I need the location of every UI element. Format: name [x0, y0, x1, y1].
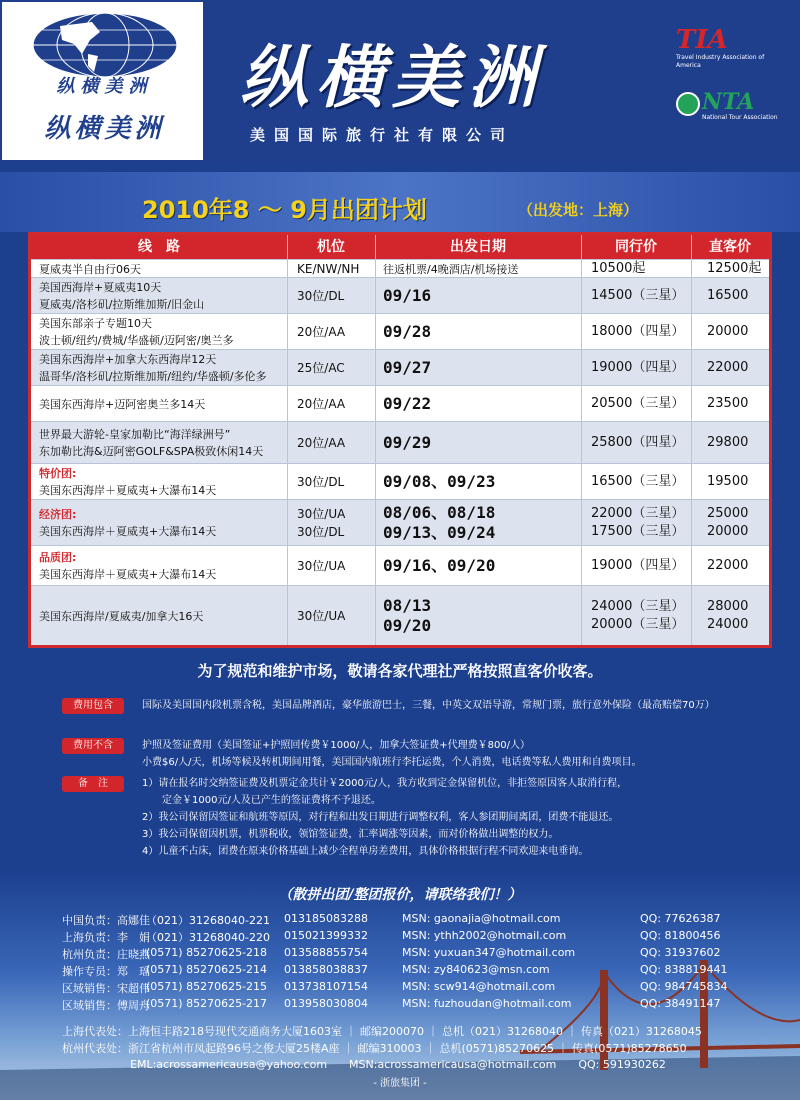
date-cell: [383, 596, 431, 636]
peer-price-cell: [591, 434, 684, 452]
route-line: 美国东西海岸+加拿大东西海岸12天: [39, 353, 217, 366]
date-cell-value: 09/08、09/23: [383, 472, 496, 491]
date-cell: [383, 322, 431, 342]
table-row: [31, 421, 769, 463]
direct-price-cell-value: 20000: [707, 524, 749, 539]
seat-cell: [297, 434, 345, 452]
direct-price-cell-value: 19500: [707, 474, 749, 489]
contact-msn: MSN: gaonajia@hotmail.com: [402, 912, 561, 925]
table-row: [31, 463, 769, 499]
date-cell-value: 09/29: [383, 433, 432, 452]
contact-mobile: 013185083288: [284, 912, 368, 925]
header-direct-price: 直客价: [709, 239, 751, 255]
contact-row: [62, 912, 762, 928]
peer-price-cell: [591, 260, 645, 278]
tour-schedule-table: [28, 232, 772, 648]
direct-price-cell-value: 24000: [707, 617, 749, 632]
route-line: 波士顿/纽约/费城/华盛顿/迈阿密/奥兰多: [39, 334, 234, 347]
note-line: 3）我公司保留因机票，机票税收，领馆签证费，汇率调涨等因素，而对价格做出调整的权力。: [142, 829, 559, 840]
peer-price-cell-value: 18000（四星）: [591, 324, 685, 339]
peer-price-cell-value: 20500（三星）: [591, 396, 685, 411]
route-line: 东加勒比海&迈阿密GOLF&SPA极致休闲14天: [39, 445, 264, 458]
date-cell: [383, 556, 495, 576]
seat-cell-value: 30位/DL: [297, 525, 345, 539]
header-seat: 机位: [317, 239, 345, 255]
seat-cell-value: 30位/DL: [297, 289, 345, 303]
peer-price-cell-value: 25800（四星）: [591, 435, 685, 450]
nta-badge: [676, 90, 786, 148]
header-peer-price: 同行价: [615, 239, 657, 255]
route-line: 美国东西海岸+迈阿密奥兰多14天: [39, 397, 206, 411]
fee-included-text: 国际及美国国内段机票含税，美国品牌酒店，豪华旅游巴士，三餐，中英文双语导游，常规门票，旅行意外保险（最高赔偿70万）: [142, 700, 715, 711]
route-line: 夏威夷/洛杉矶/拉斯维加斯/旧金山: [39, 298, 205, 311]
fee-excluded-line-1: 护照及签证费用（美国签证+护照回传费￥1000/人，加拿大签证费+代理费￥800/人）: [142, 740, 531, 751]
seat-cell-value: 20位/AA: [297, 325, 346, 339]
direct-price-cell: [707, 323, 748, 341]
contact-row: [62, 929, 762, 945]
route-line: 温哥华/洛杉矶/拉斯维加斯/纽约/华盛顿/多伦多: [39, 370, 267, 383]
contact-row: [62, 946, 762, 962]
seat-cell: [297, 395, 345, 413]
peer-price-cell-value: 14500（三星）: [591, 288, 685, 303]
contact-phone: （021）31268040-220: [146, 931, 270, 944]
direct-price-cell-value: 23500: [707, 396, 749, 411]
contact-name: 上海负责：李 娟: [62, 931, 150, 944]
contact-qq: QQ: 38491147: [640, 997, 721, 1010]
route-cell: [39, 506, 216, 540]
peer-price-cell: [591, 287, 684, 305]
contact-phone: (0571) 85270625-217: [146, 997, 268, 1010]
direct-price-cell-value: 16500: [707, 288, 749, 303]
route-line: 夏威夷半自由行06天: [39, 263, 141, 276]
seat-cell: [297, 557, 345, 575]
seat-cell-value: 25位/AC: [297, 361, 345, 375]
route-cell: [39, 261, 141, 278]
direct-price-cell-value: 12500起: [707, 261, 762, 276]
route-cell: [39, 351, 267, 385]
table-row: [31, 277, 769, 313]
header: [0, 0, 800, 162]
contact-msn: MSN: zy840623@msn.com: [402, 963, 550, 976]
contact-name: 区域销售：宋超伟: [62, 982, 150, 995]
table-header: [31, 235, 769, 259]
direct-price-cell: [707, 260, 761, 278]
fee-included-tag: 费用包含: [62, 698, 124, 714]
nta-caption: National Tour Association: [702, 114, 778, 121]
table-row: [31, 313, 769, 349]
brand-subtitle: 美国国际旅行社有限公司: [250, 126, 515, 144]
direct-price-cell-value: 28000: [707, 599, 749, 614]
hangzhou-office: 杭州代表处：浙江省杭州市凤起路96号之俊大厦25楼A座 ｜ 邮编310003 ｜ 总机(0571)85270625 ｜ 传真(0571)85278650: [62, 1042, 687, 1055]
nta-logo: NTA: [702, 89, 755, 115]
group-name: - 浙旅集团 -: [373, 1078, 427, 1089]
logo-text-bottom: 纵横美洲: [44, 114, 165, 144]
seat-cell-value: 30位/DL: [297, 475, 345, 489]
nta-globe-icon: [676, 92, 700, 116]
route-line: 美国东西海岸＋夏威夷+大瀑布14天: [39, 568, 217, 581]
direct-price-cell-value: 20000: [707, 324, 749, 339]
table-row: [31, 259, 769, 277]
contact-phone: (0571) 85270625-214: [146, 963, 268, 976]
route-cell: [39, 549, 216, 583]
contact-phone: (0571) 85270625-218: [146, 946, 268, 959]
email-line: EML:acrossamericausa@yahoo.com MSN:acrossamericausa@hotmail.com QQ: 591930262: [130, 1058, 666, 1071]
direct-price-cell: [707, 287, 748, 305]
note-line: 4）儿童不占床，团费在原来价格基础上减少全程单房差费用，具体价格根据行程不同欢迎来电垂询。: [142, 846, 589, 857]
date-cell-value: 09/27: [383, 358, 432, 377]
contact-mobile: 013588855754: [284, 946, 368, 959]
plan-title: 2010年8 ～ 9月出团计划: [142, 196, 427, 224]
date-cell: [383, 358, 431, 378]
contact-mobile: 015021399332: [284, 929, 368, 942]
date-cell: [383, 286, 431, 306]
date-cell-value: 08/06、08/18: [383, 503, 496, 522]
seat-cell-value: 30位/UA: [297, 609, 346, 623]
route-cell: [39, 426, 263, 460]
date-cell-value: 09/16: [383, 286, 432, 305]
route-line: 美国东西海岸/夏威夷/加拿大16天: [39, 609, 204, 623]
contact-phone: （021）31268040-221: [146, 914, 270, 927]
tia-logo: TIA: [676, 25, 728, 55]
seat-cell: [297, 260, 359, 278]
direct-price-cell: [707, 505, 748, 541]
peer-price-cell: [591, 557, 684, 575]
route-line: 美国西海岸+夏威夷10天: [39, 281, 162, 294]
direct-price-cell-value: 22000: [707, 360, 749, 375]
contact-row: [62, 980, 762, 996]
column-divider: [375, 235, 376, 645]
peer-price-cell-value: 17500（三星）: [591, 524, 685, 539]
contact-msn: MSN: yuxuan347@hotmail.com: [402, 946, 576, 959]
date-cell-value: 09/28: [383, 322, 432, 341]
contact-qq: QQ: 77626387: [640, 912, 721, 925]
contact-qq: QQ: 984745834: [640, 980, 728, 993]
route-line: 世界最大游轮-皇家加勒比“海洋绿洲号”: [39, 428, 231, 441]
peer-price-cell: [591, 473, 684, 491]
route-cell: [39, 465, 216, 499]
peer-price-cell-value: 19000（四星）: [591, 360, 685, 375]
logo-text-top: 纵横美洲: [56, 76, 153, 97]
contact-msn: MSN: ythh2002@hotmail.com: [402, 929, 567, 942]
route-cell: [39, 315, 234, 349]
date-cell: [383, 433, 431, 453]
direct-price-cell: [707, 395, 748, 413]
table-row: [31, 545, 769, 585]
seat-cell: [297, 323, 345, 341]
peer-price-cell: [591, 395, 684, 413]
globe-icon: [30, 10, 180, 80]
seat-cell: [297, 473, 344, 491]
seat-cell: [297, 505, 345, 541]
peer-price-cell-value: 10500起: [591, 261, 646, 276]
notes-tag: 备 注: [62, 776, 124, 792]
contact-mobile: 013858038837: [284, 963, 368, 976]
direct-price-cell: [707, 359, 748, 377]
header-date: 出发日期: [450, 239, 506, 255]
peer-price-cell-value: 24000（三星）: [591, 599, 685, 614]
fee-excluded-line-2: 小费$6/人/天，机场等候及转机期间用餐，美国国内航班行李托运费，个人消费，电话费等私人费用和自费项目。: [142, 757, 642, 768]
table-row: [31, 499, 769, 545]
contact-name: 杭州负责：庄晓燕: [62, 948, 150, 961]
note-line: 定金￥1000元/人及已产生的签证费将不予退还。: [142, 795, 381, 806]
route-cell: [39, 396, 205, 413]
direct-price-cell-value: 25000: [707, 506, 749, 521]
route-line: 美国东西海岸＋夏威夷+大瀑布14天: [39, 525, 217, 538]
column-divider: [691, 235, 692, 645]
contact-msn: MSN: scw914@hotmail.com: [402, 980, 556, 993]
price-notice: 为了规范和维护市场，敬请各家代理社严格按照直客价收客。: [197, 662, 603, 680]
tour-category-label: 经济团:: [39, 508, 77, 521]
direct-price-cell: [707, 598, 748, 634]
date-cell-value: 09/16、09/20: [383, 556, 496, 575]
contact-mobile: 013738107154: [284, 980, 368, 993]
contact-qq: QQ: 31937602: [640, 946, 721, 959]
seat-cell-value: 20位/AA: [297, 397, 346, 411]
tour-category-label: 品质团:: [39, 551, 77, 564]
seat-cell: [297, 287, 344, 305]
contact-row: [62, 963, 762, 979]
header-route: 线 路: [138, 239, 180, 255]
seat-cell-value: 20位/AA: [297, 436, 346, 450]
seat-cell-value: 30位/UA: [297, 559, 346, 573]
date-cell: [383, 394, 431, 414]
peer-price-cell: [591, 598, 684, 634]
contact-msn: MSN: fuzhoudan@hotmail.com: [402, 997, 572, 1010]
date-cell-value: 往返机票/4晚酒店/机场接送: [383, 263, 519, 276]
peer-price-cell-value: 20000（三星）: [591, 617, 685, 632]
contact-name: 区域销售：傅周舟: [62, 999, 150, 1012]
direct-price-cell: [707, 473, 748, 491]
direct-price-cell-value: 29800: [707, 435, 749, 450]
plan-origin: （出发地：上海）: [518, 201, 639, 219]
seat-cell-value: KE/NW/NH: [297, 262, 360, 276]
contact-name: 操作专员：郑 瑶: [62, 965, 150, 978]
peer-price-cell-value: 19000（四星）: [591, 558, 685, 573]
date-cell-value: 09/13、09/24: [383, 523, 496, 542]
fee-excluded-tag: 费用不含: [62, 738, 124, 754]
peer-price-cell: [591, 359, 684, 377]
tour-category-label: 特价团:: [39, 467, 77, 480]
note-line: 2）我公司保留因签证和航班等原因，对行程和出发日期进行调整权利，客人参团期间离团，团费不能退还。: [142, 812, 619, 823]
direct-price-cell: [707, 434, 748, 452]
direct-price-cell: [707, 557, 748, 575]
seat-cell: [297, 607, 345, 625]
contact-name: 中国负责：高娜佳: [62, 914, 150, 927]
direct-price-cell-value: 22000: [707, 558, 749, 573]
note-line: 1）请在报名时交纳签证费及机票定金共计￥2000元/人，我方收到定金保留机位，非拒签原因客人取消行程，: [142, 778, 628, 789]
contact-row: [62, 997, 762, 1013]
route-line: 美国东西海岸＋夏威夷+大瀑布14天: [39, 484, 217, 497]
tia-badge: [676, 26, 786, 82]
brand-title: 纵横美洲: [240, 38, 545, 118]
contact-mobile: 013958030804: [284, 997, 368, 1010]
date-cell-value: 08/13: [383, 596, 432, 615]
contact-qq: QQ: 81800456: [640, 929, 721, 942]
peer-price-cell: [591, 505, 684, 541]
company-logo: [0, 0, 205, 162]
column-divider: [287, 235, 288, 645]
seat-cell-value: 30位/UA: [297, 507, 346, 521]
tia-caption: Travel Industry Association of America: [676, 54, 765, 69]
seat-cell: [297, 359, 345, 377]
peer-price-cell-value: 22000（三星）: [591, 506, 685, 521]
contact-slogan: （散拼出团/整团报价，请联络我们！）: [278, 887, 522, 903]
contact-phone: (0571) 85270625-215: [146, 980, 268, 993]
route-cell: [39, 279, 204, 313]
table-row: [31, 585, 769, 645]
date-cell: [383, 472, 495, 492]
date-cell: [383, 503, 495, 543]
peer-price-cell: [591, 323, 684, 341]
column-divider: [581, 235, 582, 645]
table-row: [31, 385, 769, 421]
date-cell-value: 09/22: [383, 394, 432, 413]
route-line: 美国东部亲子专题10天: [39, 317, 152, 330]
table-row: [31, 349, 769, 385]
contact-qq: QQ: 838819441: [640, 963, 728, 976]
shanghai-office: 上海代表处：上海恒丰路218号现代交通商务大厦1603室 ｜ 邮编200070 ｜ 总机（021）31268040 ｜ 传真（021）31268045: [62, 1025, 702, 1038]
route-cell: [39, 608, 203, 625]
date-cell-value: 09/20: [383, 616, 432, 635]
peer-price-cell-value: 16500（三星）: [591, 474, 685, 489]
